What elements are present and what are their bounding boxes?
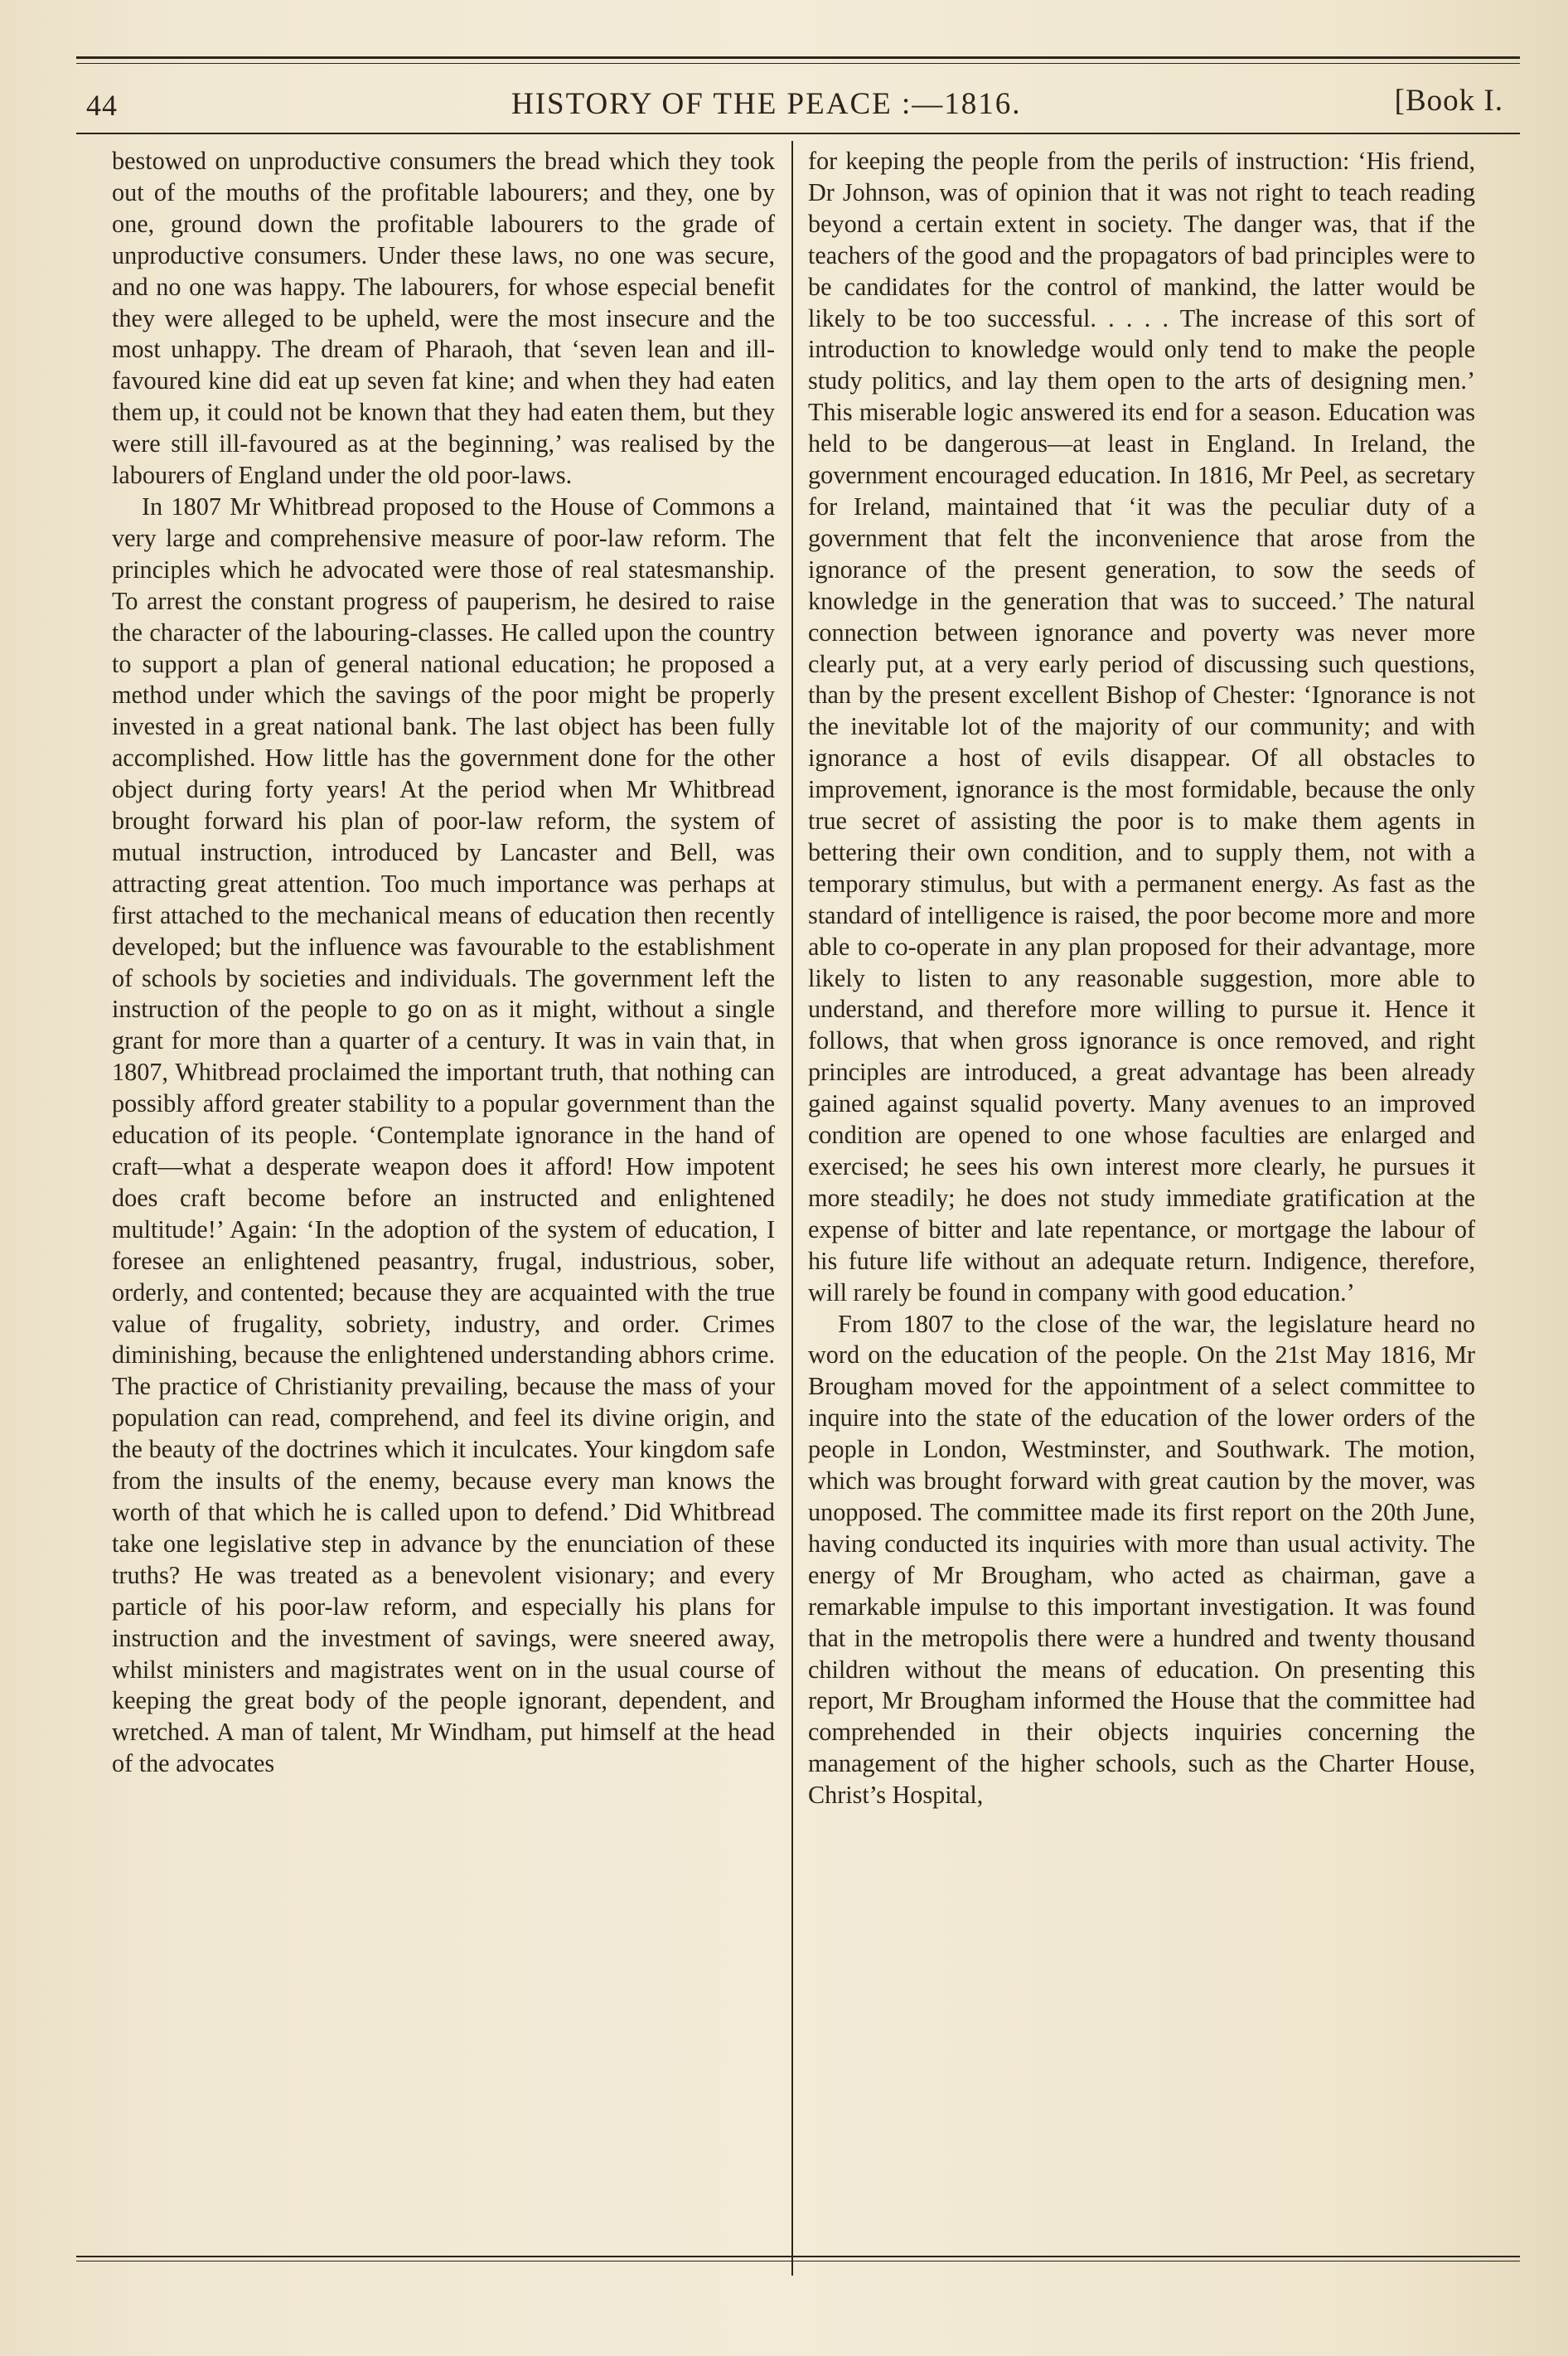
header-rule <box>76 133 1520 134</box>
running-header <box>76 80 1520 133</box>
running-title: HISTORY OF THE PEACE :—1816. <box>511 87 1022 121</box>
paragraph: for keeping the people from the perils of instruction: ‘His friend, Dr Johnson, was of opinion that it was not right to teach reading beyond a certain extent in society. The danger was, that if the teachers of the good and the propagators of bad principles were to be candidates for the control of mankind, the latter would be likely to be too successful. . . . . The increase of this sort of introduction to knowledge would only tend to make the people study politics, and lay them open to the arts of designing men.’ This miserable logic answered its end for a season. Education was held to be dangerous—at least in England. In Ireland, the government encouraged education. In 1816, Mr Peel, as secretary for Ireland, maintained that ‘it was the peculiar duty of a government that felt the inconvenience that arose from the ignorance of the present generation, to sow the seeds of knowledge in the generation that was to succeed.’ The natural connection between ignorance and poverty was never more clearly put, at a very early period of discussing such questions, than by the present excellent Bishop of Chester: ‘Ignorance is not the inevitable lot of the majority of our community; and with ignorance a host of evils disappear. Of all obstacles to improvement, ignorance is the most formidable, because the only true secret of assisting the poor is to make them agents in bettering their own condition, and to supply them, not with a temporary stimulus, but with a permanent energy. As fast as the standard of intelligence is raised, the poor become more and more able to co-operate in any plan proposed for their advantage, more likely to listen to any reasonable suggestion, more able to understand, and therefore more willing to pursue it. Hence it follows, that when gross ignorance is once removed, and right principles are introduced, a great advantage has been already gained against squalid poverty. Many avenues to an improved condition are opened to one whose faculties are enlarged and exercised; he sees his own interest more clearly, he pursues it more steadily; he does not study immediate gratification at the expense of bitter and late repentance, or mortgage the labour of his future life without an adequate return. Indigence, therefore, will rarely be found in company with good education.’ <box>808 147 1475 1306</box>
paragraph: From 1807 to the close of the war, the legislature heard no word on the education of the people. On the 21st May 1816, Mr Brougham moved for the appointment of a select committee to inquire into the state of the education of the lower orders of the people in London, Westminster, and Southwark. The motion, which was brought forward with great caution by the mover, was unopposed. The committee made its first report on the 20th June, having conducted its inquiries with more than usual activity. The energy of Mr Brougham, who acted as chairman, gave a remarkable impulse to this important investigation. It was found that in the metropolis there were a hundred and twenty thousand children without the means of education. On presenting this report, Mr Brougham informed the House that the committee had comprehended in their objects inquiries concerning the management of the higher schools, such as the Charter House, Christ’s Hospital, <box>808 1309 1475 1810</box>
page-number: 44 <box>86 89 118 122</box>
book-label: [Book I. <box>1394 84 1503 118</box>
right-column <box>808 146 1475 1811</box>
top-rule <box>76 56 1520 59</box>
paragraph: In 1807 Mr Whitbread proposed to the House of Commons a very large and comprehensive measure of poor-law reform. The principles which he advocated were those of real statesmanship. To arrest the constant progress of pauperism, he desired to raise the character of the labouring-classes. He called upon the country to support a plan of general national education; he proposed a method under which the savings of the poor might be properly invested in a great national bank. The last object has been fully accomplished. How little has the government done for the other object during forty years! At the period when Mr Whitbread brought forward his plan of poor-law reform, the system of mutual instruction, introduced by Lancaster and Bell, was attracting great attention. Too much importance was perhaps at first attached to the mechanical means of education then recently developed; but the influence was favourable to the establishment of schools by societies and individuals. The government left the instruction of the people to go on as it might, without a single grant for more than a quarter of a century. It was in vain that, in 1807, Whitbread proclaimed the important truth, that nothing can possibly afford greater stability to a popular government than the education of its people. ‘Contemplate ignorance in the hand of craft—what a desperate weapon does it afford! How impotent does craft become before an instructed and enlightened multitude!’ Again: ‘In the adoption of the system of education, I foresee an enlightened peasantry, frugal, industrious, sober, orderly, and contented; because they are acquainted with the true value of frugality, sobriety, industry, and order. Crimes diminishing, because the enlightened understanding abhors crime. The practice of Christianity prevailing, because the mass of your population can read, comprehend, and feel its divine origin, and the beauty of the doctrines which it inculcates. Your kingdom safe from the insults of the enemy, because every man knows the worth of that which he is called upon to defend.’ Did Whitbread take one legislative step in advance by the enunciation of these truths? He was treated as a benevolent visionary; and every particle of his poor-law reform, and especially his plans for instruction and the investment of savings, were sneered away, whilst ministers and magistrates went on in the usual course of keeping the great body of the people ignorant, dependent, and wretched. A man of talent, Mr Windham, put himself at the head of the advocates <box>112 492 775 1778</box>
top-rule-thin <box>76 63 1520 64</box>
column-divider <box>791 141 793 2276</box>
left-column <box>112 146 775 1780</box>
bottom-rule <box>76 2256 1520 2257</box>
paragraph: bestowed on unproductive consumers the bread which they took out of the mouths of the profitable labourers; and they, one by one, ground down the profitable labourers to the grade of unproductive consumers. Under these laws, no one was secure, and no one was happy. The labourers, for whose especial benefit they were alleged to be upheld, were the most insecure and the most unhappy. The dream of Pharaoh, that ‘seven lean and ill-favoured kine did eat up seven fat kine; and when they had eaten them up, it could not be known that they had eaten them, but they were still ill-favoured as at the beginning,’ was realised by the labourers of England under the old poor-laws. <box>112 147 775 490</box>
